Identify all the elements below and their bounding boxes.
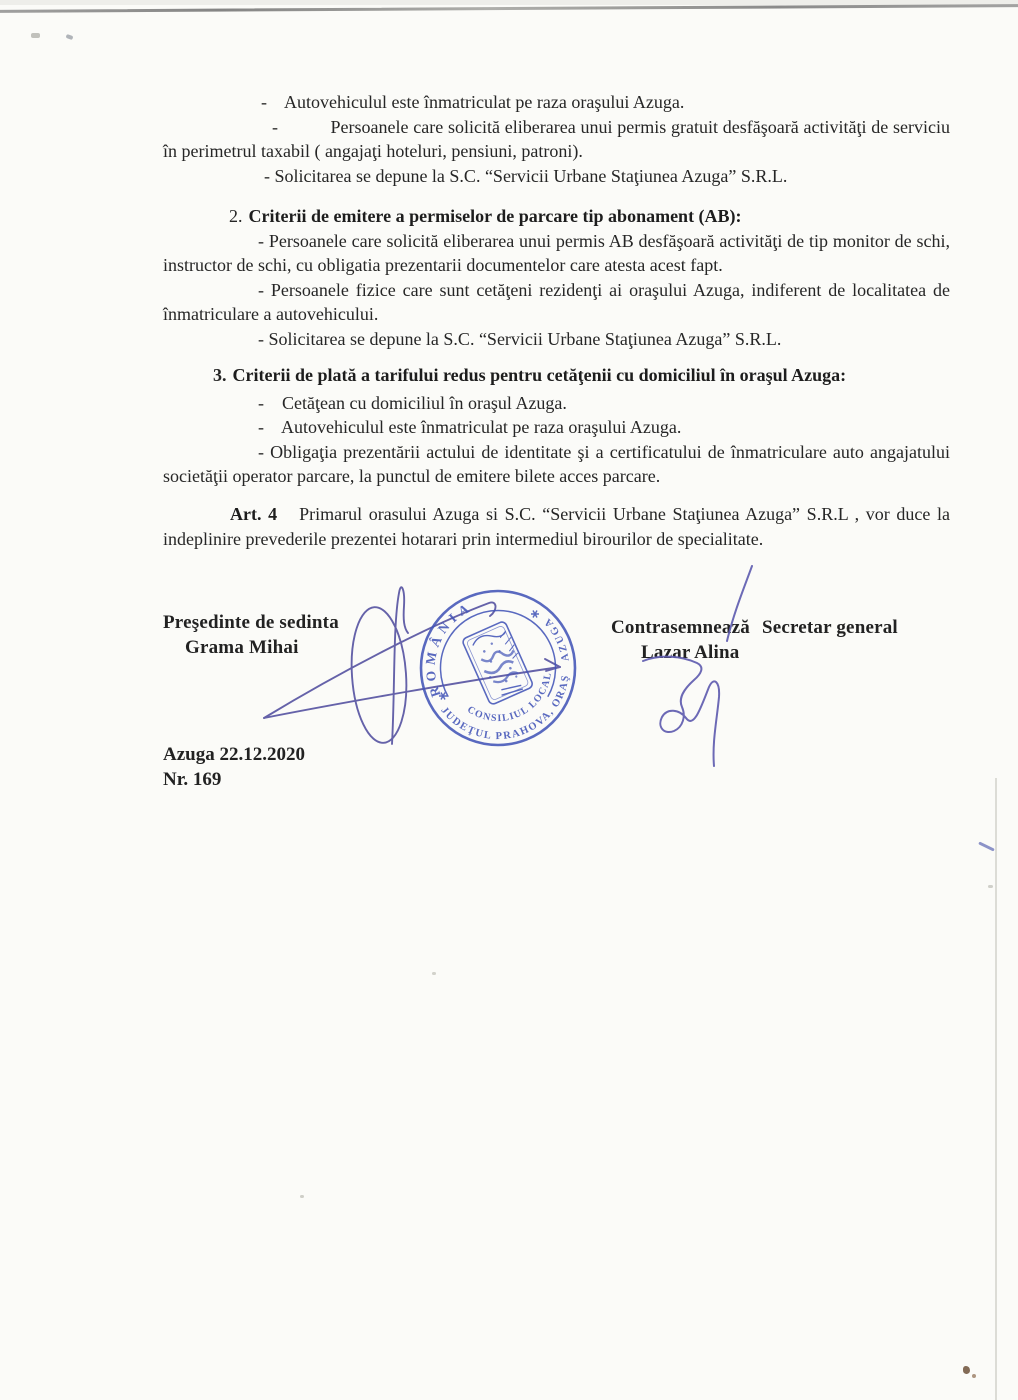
countersign-label: Contrasemnează [611, 617, 750, 638]
bullet-item: - Obligaţia prezentării actului de identitate şi a certificatului de înmatriculare auto angajatului societăţii operator parcare, la punctul de emitere bilete acces parcare. [163, 441, 950, 487]
stamp-inner-ring [441, 610, 556, 696]
section3-heading [163, 363, 950, 388]
scan-edge-line [0, 4, 1018, 13]
secretary-signature-block [611, 615, 898, 665]
paper-speck [432, 972, 436, 975]
bullet-item: - Autovehiculul este înmatriculat pe raza oraşului Azuga. [261, 92, 685, 112]
president-signature-block [163, 610, 339, 660]
document-footer [163, 742, 305, 792]
secretary-signature-scribble [643, 566, 752, 766]
stamp-town-text: AZUGA [541, 614, 572, 662]
stamp-county-text: JUDEŢUL PRAHOVA, ORAŞAZUGA [438, 614, 572, 743]
section-title: Criterii de plată a tarifului redus pentru cetăţenii cu domiciliul în oraşul Azuga: [232, 365, 847, 385]
article4-label: Art. 4 [230, 504, 278, 524]
secretary-role: Secretar general [761, 617, 898, 638]
article4-body: Primarul orasului Azuga si S.C. “Servicii Urbane Staţiunea Azuga” S.R.L , vor duce la indeplinire prevederile prezentei hotarari prin intermediul birourilor de specialitate. [163, 504, 951, 549]
bullet-item: - Solicitarea se depune la S.C. “Servicii Urbane Staţiunea Azuga” S.R.L. [264, 165, 788, 186]
bullet-item: - Persoanele care solicită eliberarea unui permis gratuit desfăşoară activităţi de serviciu în perimetrul taxabil ( angajaţi hoteluri, pensiuni, patroni). [163, 116, 950, 162]
stamp-and-signatures-overlay [0, 540, 1018, 800]
section1-criteria-list [163, 90, 950, 188]
dirt-speck [972, 1374, 976, 1378]
stamp-coat-of-arms [462, 621, 534, 706]
section-number: 2. [229, 206, 243, 226]
bullet-item: - Solicitarea se depune la S.C. “Servicii Urbane Staţiunea Azuga” S.R.L. [258, 328, 782, 349]
pen-mark [978, 841, 995, 851]
president-name: Grama Mihai [185, 637, 299, 658]
ink-smudge [66, 34, 74, 40]
president-role: Preşedinte de sedinta [163, 612, 339, 633]
bullet-item: - Autovehiculul este înmatriculat pe raza oraşului Azuga. [258, 417, 682, 438]
stamp-outer-ring [421, 591, 575, 745]
section2-abonament-criteria [163, 204, 950, 352]
bullet-item: - Persoanele care solicită eliberarea unui permis AB desfăşoară activităţi de tip monitor de schi, instructor de schi, cu obligatia prezentarii documentelor care atesta acest fapt. [163, 230, 950, 276]
document-number: Nr. 169 [163, 769, 222, 790]
paper-speck [988, 885, 993, 888]
dirt-speck [963, 1366, 970, 1374]
bullet-item: - Cetăţean cu domiciliul în oraşul Azuga. [258, 392, 567, 413]
star-icon [439, 611, 539, 700]
section-number: 3. [213, 365, 227, 385]
article4-text [163, 502, 950, 551]
bullet-item: - Persoanele fizice care sunt cetăţeni rezidenţi ai oraşului Azuga, indiferent de localitatea de înmatriculare a autovehicului. [163, 279, 950, 325]
section-title: Criterii de emitere a permiselor de parcare tip abonament (AB): [248, 206, 742, 226]
section2-heading [163, 204, 950, 229]
paper-speck [300, 1195, 304, 1198]
article4-paragraph [163, 502, 950, 551]
paper-edge-line [995, 778, 997, 1400]
stamp-council-text: CONSILIUL LOCAL [465, 671, 554, 725]
place-and-date: Azuga 22.12.2020 [163, 744, 305, 765]
secretary-name: Lazar Alina [641, 642, 740, 663]
stamp-country-text: ROMÂNIA [422, 598, 476, 699]
council-stamp [421, 591, 575, 745]
ink-smudge [31, 33, 40, 38]
section3-reduced-tariff-criteria [163, 363, 950, 489]
